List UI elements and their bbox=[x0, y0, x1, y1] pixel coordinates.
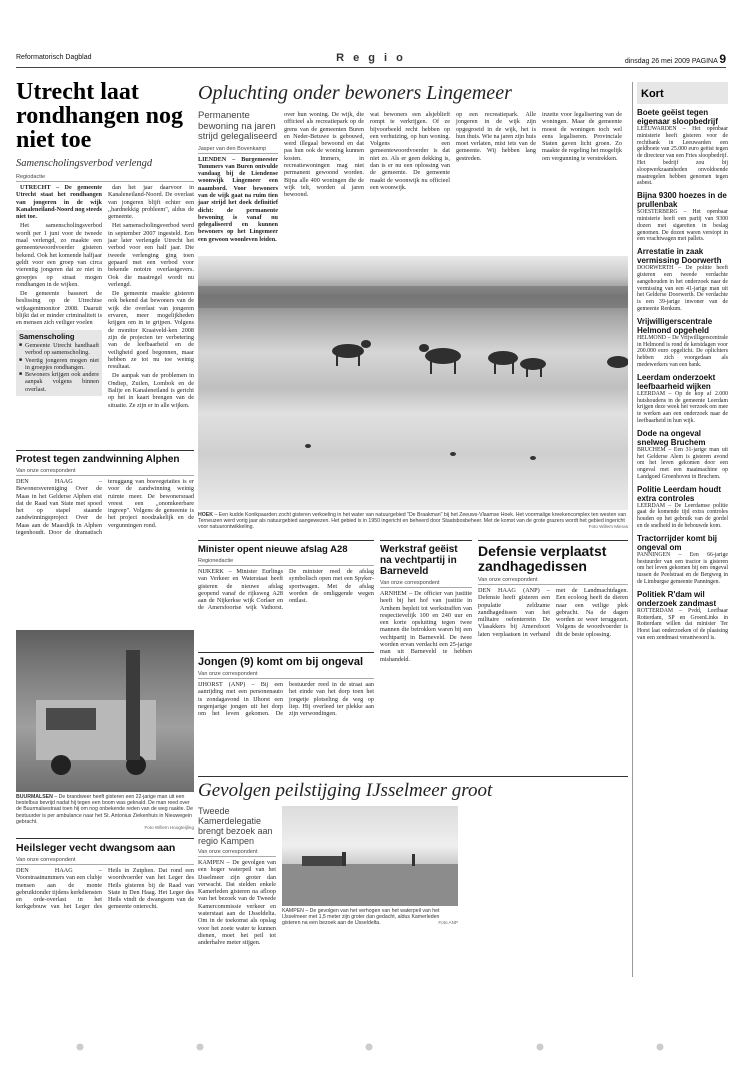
kort-header bbox=[637, 82, 728, 104]
article-utrecht-lede: UTRECHT – De gemeente Utrecht staat het rondhangen van jongeren in de wijk Kanaleneiland-Noord nog steeds niet toe. bbox=[16, 184, 102, 221]
kort-item-headline: Dode na ongeval snelweg Bruchem bbox=[637, 428, 706, 447]
kort-item-body: BRUCHEM – Een 31-jarige man uit het Gelderse Alem is gisteren avond om het leven gekomen door een ongeval met een maaimachine op Landgoed Groenhoven in Bruchem. bbox=[637, 446, 728, 480]
article-lingemeer-col1 bbox=[198, 111, 278, 243]
photo-bestelbus-crash-caption: BUURMALSEN – De brandweer heeft gisteren een 22-jarige man uit een bestelbus bevrijd nadat hij tegen een boom was geknald. De man reed over de Buurmalsestraat toen hij om nog onbekende reden van de weg raakte. De bestuurder is per ambulance naar het St. Antonius Ziekenhuis in Nieuwegein gebracht. Foto Willem Hoogteijling bbox=[16, 794, 194, 831]
horse-leg bbox=[336, 354, 338, 366]
article-ijsselmeer-col3 bbox=[464, 806, 542, 947]
article-heilsleger bbox=[16, 838, 194, 978]
kort-item-headline: Politiek R'dam wil onderzoek zandmast bbox=[637, 589, 717, 608]
article-ijsselmeer-col4 bbox=[548, 806, 626, 947]
photo-konik-horses-art bbox=[198, 256, 628, 510]
kort-column bbox=[632, 82, 728, 977]
page-header bbox=[16, 52, 726, 68]
article-utrecht-p5: De gemeente maakte gisteren ook bekend dat bewoners van de wijk die overlast van jongeren ervaren, meer mogelijkheden krijgen om in te grijpen. Volgens de monitor Kraaiveld-ken 2008 zijn de projecten ter verbetering van de leefbaarheid en de veiligheid goed begonnen, maar hebben ze tot nu toe weinig resultaat. bbox=[108, 290, 194, 371]
article-jongen bbox=[198, 652, 374, 770]
article-minister-body: NIJKERK – Minister Eurlings van Verkeer en Waterstaat heeft gisteren de nieuwe afslag geopend vanaf de rijksweg A28 aan de Nijkerkse wijk Corlaer en de Amersfoortse wijk Vathorst. De minister reed de afslag symbolisch open met een Spyker-sportwagen. Met de afslag worden de omliggende wegen ontlast. bbox=[198, 568, 374, 612]
bird bbox=[450, 452, 456, 456]
article-jongen-body: IJHORST (ANP) – Bij een aanrijding met een personenauto is zondagavond in IJhorst een negenjarige jongen uit het dorp om het leven gekomen. De bestuurder reed in de straat aan het einde van het dorp toen het jongetje plotseling de weg op liep. Hij overleed ter plekke aan zijn verwondingen. bbox=[198, 681, 374, 718]
kort-item bbox=[637, 485, 728, 530]
kort-item bbox=[637, 373, 728, 425]
samenscholing-box-title: Samenscholing bbox=[19, 331, 75, 341]
photo-bestelbus-crash-art bbox=[16, 630, 194, 792]
bird bbox=[530, 456, 536, 460]
truck-window bbox=[46, 708, 96, 730]
issue-date: dinsdag 26 mei 2009 bbox=[624, 58, 690, 65]
horse-leg bbox=[494, 362, 496, 374]
caption-text: KAMPEN – De gevolgen van het verhogen van het waterpeil van het IJsselmeer met 1,5 meter zijn groter dan gedacht, aldus Kamerleden gisteren na een bezoek aan de IJsseldelta. bbox=[282, 908, 440, 927]
kort-item-body: ROTTERDAM – Pvdd, Leefbaar Rotterdam, SP en GroenLinks in Rotterdam willen dat minister Ter Horst laat onderzoeken of de plaatsing van een zendmast verantwoord is. bbox=[637, 607, 728, 642]
photo-konik-horses bbox=[198, 256, 628, 510]
kort-item-body: LEEUWARDEN – Het openbaar ministerie heeft gisteren voor de rechtbank in Leeuwarden een geldboete van 25.000 euro geëist tegen de directeur van een Fries sloopbedrijf. Het bedrijf zou bij sloopwerkzaamheden onvoldoende maatregelen hebben genomen tegen asbest. bbox=[637, 126, 728, 187]
article-werkstraf-byline: Van onze correspondent bbox=[380, 580, 472, 588]
print-registration-marks bbox=[0, 1040, 738, 1052]
article-defensie-byline: Van onze correspondent bbox=[478, 577, 628, 585]
article-defensie-body: DEN HAAG (ANP) – Defensie heeft gisteren een populatie zeldzame zandhagedissen van het militaire oefenterrein De Vlasakkers bij Amersfoort laten verplaatsen in verband met de Landmachtdagen. Een ecoloog heeft de dieren naar een veilige plek gebracht. Na de dagen worden ze weer teruggezet. Volgens de woordvoerder is dit de beste oplossing. bbox=[478, 587, 628, 638]
samenscholing-box-item: ■ Gemeente Utrecht handhaaft verbod op samenscholing. bbox=[19, 342, 99, 357]
article-utrecht-p1: Het samenscholingsverbod wordt per 1 juni voor de tweede maal verlengd, zo maakte een gemeentewoordvoerder gisteren bekend. Ook het komende halfjaar geldt voor een groep van circa vierentig jongeren dat ze niet in groepjes op straat mogen rondhangen in de wijken. bbox=[16, 222, 102, 288]
article-heilsleger-body: DEN HAAG – Voorstraatnummers van een clubje mensen aan de monte gebruiktonder tijdens kerkdiensten en orde-overlast in het kerkgebouw van het Leger des Heils in Zutphen. Dat rond een woordvoerder van het Leger des Heils gisteren bij de Raad van State in Den Haag. Het Leger des Heils vindt de dwangsom van de gemeente onterecht. bbox=[16, 867, 194, 911]
article-minister bbox=[198, 540, 374, 650]
kort-item-body: LEERDAM – De Leerdamse politie gaat de komende tijd extra controles houden op het gebruik van de gordel en de snelheid in de bebouwde kom. bbox=[637, 502, 728, 530]
article-utrecht bbox=[16, 80, 194, 440]
tree-trunk bbox=[126, 650, 140, 760]
kort-item bbox=[637, 590, 728, 642]
samenscholing-box-item: ■ Veertig jongeren mogen niet in groepjes rondhangen. bbox=[19, 357, 99, 372]
horse-leg bbox=[540, 367, 542, 377]
article-lingemeer-byline: Jasper van den Bovenkamp bbox=[198, 146, 278, 154]
page-info bbox=[625, 52, 726, 66]
article-lingemeer-col4: op een recreatiepark. Alle jongeren in de wijk zijn opgegroeid in de wijk, het is hun thuis. Wie na jaren zijn huis moet verlaten, mist iets van de gemeente. Wij hebben lang gestreden. bbox=[456, 111, 536, 162]
photo-credit: Foto Willem Mieras bbox=[588, 524, 628, 530]
photo-ijsselmeer-caption bbox=[282, 908, 458, 927]
horse-group bbox=[332, 340, 628, 377]
article-lingemeer-lede: LIENDEN – Burgemeester Tummers van Buren ontvulde vandaag bij de Liendense woonwijk Lingemeer een naambord. Voor bewoners van de wijk gaat na ruim tien jaar strijd het doek definitief dicht: de permanente bewoning is vanaf nu gelegaliseerd en kunnen bewoners op het Lingemeer een gewoon woonleven leiden. bbox=[198, 155, 278, 243]
article-werkstraf-headline: Werkstraf geëist na vechtpartij in Barneveld bbox=[380, 544, 458, 577]
article-werkstraf bbox=[380, 540, 472, 772]
caption-label: HOEK bbox=[198, 512, 213, 518]
kort-item bbox=[637, 534, 728, 586]
kort-item-body: PANNINGEN – Een 66-jarige bestuurder van een tractor is gisteren om het leven gekomen bij een ongeval tussen de Peelstraat en de Bergweg in de Limburgse gemeente Panningen. bbox=[637, 551, 728, 586]
kort-item-headline: Vrijwilligerscentrale Helmond opgeheld bbox=[637, 316, 713, 335]
caption-text: Een kudde Konikpaarden zocht gisteren verkoeling in het water van natuurgebied "De Braakman" bij het Zeeuws-Vlaamse Hoek. Het voormalige kreekencomplex ten westen van Terneuzen werd vorig jaar als natuurgebied aangewezen. Het gebied is in 1950 ingericht en beheerd door Staatsbosbeheer. Met de komst van de grote grazers wordt het gebied ingericht voor natuurontwikkeling. bbox=[198, 512, 627, 531]
photo-credit: Foto ANP bbox=[438, 920, 458, 926]
bird bbox=[305, 444, 311, 448]
kort-item-headline: Boete geëist tegen eigenaar sloopbedrijf bbox=[637, 108, 718, 126]
article-lingemeer-col3: wat bewoners een alsjeblieft rompt te verkrijgen. Of ze bijvoorbeeld recht hebben op een verhuizing, op hun woning. Volgens een gemeentewoordvoerder is dat niet zo. Als er geen dekking is, dan is er nu een oplossing van de gemeente. De gemeente maakt de woonwijk nu officieel een woonwijk. bbox=[370, 111, 450, 191]
photo-credit: Foto Willem Hoogteijling bbox=[144, 825, 194, 831]
dike bbox=[302, 856, 342, 866]
kort-item-headline: Arrestatie in zaak vermissing Doorwerth bbox=[637, 247, 722, 266]
kort-item-headline: Tractorrijder komt bij ongeval om bbox=[637, 533, 718, 552]
registration-dot bbox=[657, 1044, 664, 1051]
truck-wheel bbox=[51, 755, 71, 775]
post bbox=[412, 854, 415, 866]
article-lingemeer-col5: inzette voor legalisering van de woningen. Maar de gemeente moest de woningen toch wel eens legaliseren. Provinciale Staten gaven licht groen. Zo maakte de regeling het mogelijk om vergunning te verstrekken. bbox=[542, 111, 622, 162]
registration-dot bbox=[537, 1044, 544, 1051]
article-utrecht-p4: Het samenscholingsverbod werd in september 2007 ingesteld. Een jaar later verlengde Utrecht het verbod voor een half jaar. Die tweede verlenging ging toen gepaard met een verbod voor bekende notoire overlastgevers. Ook die maatregel wordt nu verlengd. bbox=[108, 222, 194, 288]
article-protest-headline: Protest tegen zandwinning Alphen bbox=[16, 454, 180, 465]
caption-label: BUURMALSEN bbox=[16, 794, 53, 800]
article-ijsselmeer-photo-block bbox=[282, 806, 458, 947]
kort-item bbox=[637, 317, 728, 369]
kort-item-headline: Politie Leerdam houdt extra controles bbox=[637, 484, 722, 503]
kort-item-body: HELMOND – De Vrijwilligerscentrale in Helmond is rond de kerstdagen voor 200.000 euro opgelicht. De oplichters hebben zich voorgedaan als medewerkers van een bank. bbox=[637, 334, 728, 368]
photo-bestelbus-crash bbox=[16, 630, 194, 792]
page-number: 9 bbox=[719, 52, 726, 66]
article-lingemeer bbox=[198, 82, 626, 254]
kort-item-headline: Bijna 9300 hoezes in de prullenbak bbox=[637, 191, 727, 210]
photo-konik-horses-caption: HOEK – Een kudde Konikpaarden zocht gisteren verkoeling in het water van natuurgebied "De Braakman" bij het Zeeuws-Vlaamse Hoek. Het voormalige kreekencomplex ten westen van Terneuzen werd vorig jaar als natuurgebied aangewezen. Het gebied is in 1950 ingericht en beheerd door Staatsbosbeheer. Met de komst van de grote grazers wordt het gebied ingericht voor natuurontwikkeling. Foto Willem Mieras bbox=[198, 512, 628, 531]
article-ijsselmeer-kicker: Tweede Kamerdelegatie brengt bezoek aan regio Kampen bbox=[198, 806, 273, 846]
section-title: R e g i o bbox=[336, 52, 406, 64]
article-ijsselmeer-col1 bbox=[198, 806, 276, 947]
registration-dot bbox=[366, 1044, 373, 1051]
kort-item bbox=[637, 429, 728, 481]
kort-item bbox=[637, 191, 728, 243]
post bbox=[342, 852, 346, 866]
article-protest-byline: Van onze correspondent bbox=[16, 468, 194, 476]
article-utrecht-col2 bbox=[108, 184, 194, 411]
article-ijsselmeer-body: KAMPEN – De gevolgen van een hoger waterpeil van het IJsselmeer zijn groter dan verwacht. Dat stelden enkele Kamerleden gisteren na afloop van het bezoek van de Tweede Kamercommissie verkeer en waterstaat aan de IJsseldelta. Om in de toekomst als opslag voor het zoete water te kunnen dienen, moet het peil tot anderhalve meter stijgen. bbox=[198, 859, 276, 947]
article-utrecht-columns bbox=[16, 184, 194, 411]
horse-leg bbox=[430, 360, 432, 374]
water bbox=[282, 864, 458, 906]
registration-dot bbox=[77, 1044, 84, 1051]
horse-head bbox=[419, 344, 429, 352]
article-utrecht-byline: Regiodactie bbox=[16, 174, 194, 182]
kort-item-headline: Leerdam onderzoekt leefbaarheid wijken bbox=[637, 372, 716, 391]
article-protest-body: DEN HAAG – Bewonersvereniging Over de Maas in het Gelderse Alphen eist dat de Raad van State met spoed het op stapel staande zandwinningsproject Over de Maas aan de Maasdijk in Alphen tegenhoudt. Door de dramatisch teruggang van bosvegetaties is er voor de zandwinning weinig ruimte meer. De bewonersraad vreest een ,,onomkeerbare ingreep". Volgens de gemeente is het project noodzakelijk en de vergunningen rond. bbox=[16, 478, 194, 537]
article-jongen-byline: Van onze correspondent bbox=[198, 671, 374, 679]
horse-leg bbox=[512, 362, 514, 374]
article-utrecht-col1 bbox=[16, 184, 102, 411]
caption-text: De brandweer heeft gisteren een 22-jarige man uit een bestelbus bevrijd nadat hij tegen een boom was geknald. De man reed over de Buurmalsestraat toen hij om nog onbekende reden van de weg raakte. De bestuurder is per ambulance naar het St. Antonius Ziekenhuis in Nieuwegein gebracht. bbox=[16, 794, 194, 825]
article-ijsselmeer-headline: Gevolgen peilstijging IJsselmeer groot bbox=[198, 780, 493, 801]
kort-title: Kort bbox=[641, 88, 664, 100]
article-utrecht-p6: De aanpak van de problemen in Ondiep, Zuilen, Lombok en de Balije en Kanaleneiland is gericht op het in kaart brengen van de situatie. Ze zijn er in alle wijken. bbox=[108, 372, 194, 409]
article-lingemeer-kicker: Permanente bewoning na jaren strijd gelegaliseerd bbox=[198, 110, 278, 142]
kort-item-body: LEERDAM – Op de kop af 2.000 huishoudens in de gemeente Leerdam krijgen deze week het verzoek om mee te werken aan een onderzoek naar de leefbaarheid in hun wijk. bbox=[637, 390, 728, 424]
article-minister-byline: Regionedactie bbox=[198, 558, 374, 566]
article-lingemeer-headline: Opluchting onder bewoners Lingemeer bbox=[198, 82, 512, 104]
article-werkstraf-body: ARNHEM – De officier van justitie heeft bij het hof van justitie in Arnhem bepleit tot werkstraffen van respectievelijk 100 en 240 uur en een korte opsluiting tegen twee mannen die betrokken waren bij een vechtpartij in Barneveld. De twee worden ervan verdacht een 25-jarige man uit Barneveld te hebben mishandeld. bbox=[380, 590, 472, 663]
kort-item bbox=[637, 247, 728, 313]
article-utrecht-p2: De gemeente basseert de beslissing op de Utrechtse wijkagentmonitor 2008. Daaruit blijkt dat er minder criminaliteit is en mensen zich veiliger voelen bbox=[16, 290, 102, 327]
photo-ijsselmeer-art bbox=[282, 806, 458, 906]
samenscholing-box bbox=[16, 330, 102, 396]
horse-leg bbox=[358, 354, 360, 366]
kort-item-body: DOORWERTH – De politie heeft gisteren een tweede verdachte aangehouden in het onderzoek naar de vermissing van een 41-jarige man uit het Gelderse Doorwerth. De verdachte is een 39-jarige inwoner van de gemeente Renkum. bbox=[637, 265, 728, 312]
horse-leg bbox=[526, 367, 528, 377]
article-lingemeer-col2: over hun woning. De wijk, die officieel als recreatiepark op de grens van de gemeenten Buren en Neder-Betuwe is gebouwd, werd illegaal bewoond en dat pas hun ook de woning kunnen kosten. Immers, in recreatiewoningen mag niet permanent gewoond worden. Bijna alle 400 woningen die de wijk telt, worden al jaren bewoond. bbox=[284, 111, 364, 199]
registration-bar bbox=[0, 1041, 738, 1053]
horse bbox=[520, 358, 546, 370]
horse-leg bbox=[454, 360, 456, 374]
paper-name: Reformatorisch Dagblad bbox=[16, 54, 92, 61]
photo-ijsselmeer bbox=[282, 806, 458, 906]
article-protest bbox=[16, 450, 194, 625]
article-utrecht-p3: dan het jaar daarvoor in Kanaleneiland-Noord. De overlast van jongeren blijft echter een ,,hardnekkig probleem", aldus de gemeente. bbox=[108, 184, 194, 221]
page-label: PAGINA bbox=[691, 58, 718, 65]
samenscholing-box-item: ■ Bewoners krijgen ook andere aanpak volgens binnen overlast. bbox=[19, 371, 99, 393]
treeline bbox=[198, 286, 628, 308]
horse-head bbox=[361, 340, 371, 348]
article-ijsselmeer bbox=[198, 776, 628, 978]
kort-item-body: SOESTERBERG – Het openbaar ministerie heeft een partij van 9300 dozen met sigaretten in beslag genomen. De dozen waren verstopt in een vrachtwagen met pallets. bbox=[637, 209, 728, 243]
article-heilsleger-headline: Heilsleger vecht dwangsom aan bbox=[16, 842, 176, 854]
horse bbox=[607, 356, 628, 368]
article-utrecht-headline: Utrecht laat rondhangen nog niet toe bbox=[16, 80, 183, 153]
kort-items bbox=[637, 108, 728, 642]
article-ijsselmeer-byline: Van onze correspondent bbox=[198, 849, 276, 857]
article-utrecht-subhead: Samenscholingsverbod verlengd bbox=[16, 158, 153, 169]
article-defensie bbox=[478, 540, 628, 772]
article-defensie-headline: Defensie verplaatst zandhagedissen bbox=[478, 543, 607, 574]
article-minister-headline: Minister opent nieuwe afslag A28 bbox=[198, 544, 348, 555]
registration-dot bbox=[197, 1044, 204, 1051]
kort-item bbox=[637, 108, 728, 187]
article-jongen-headline: Jongen (9) komt om bij ongeval bbox=[198, 656, 364, 668]
article-heilsleger-byline: Van onze correspondent bbox=[16, 857, 194, 865]
